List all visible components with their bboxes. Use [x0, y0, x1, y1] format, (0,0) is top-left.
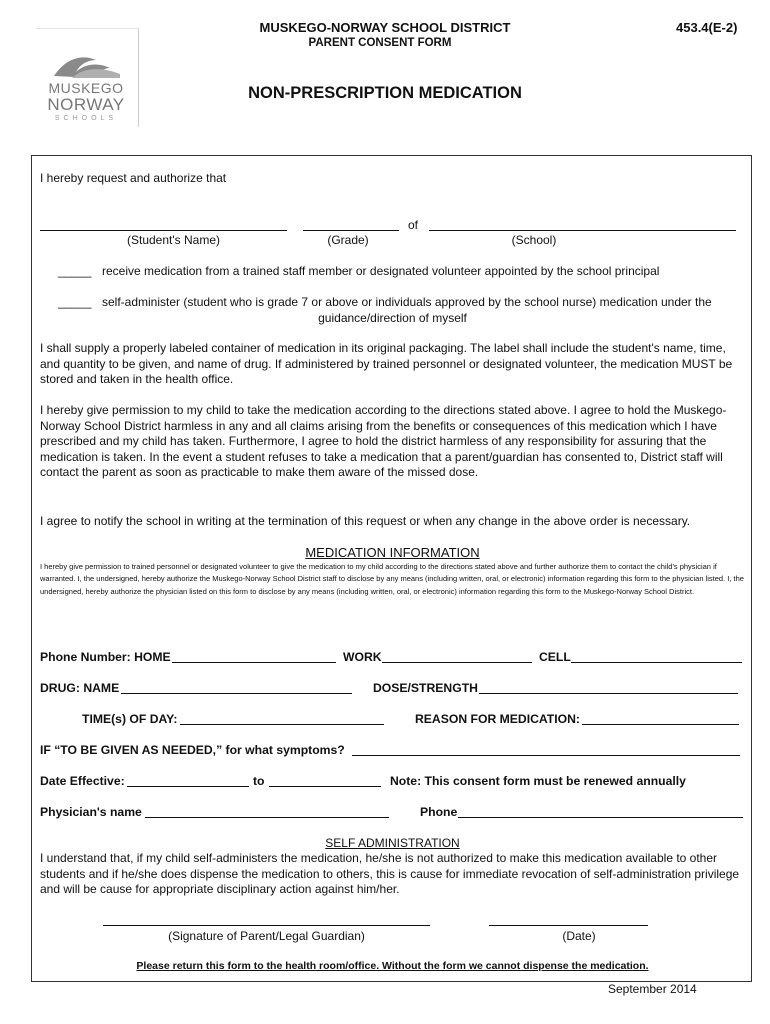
work-phone-field[interactable] — [382, 662, 532, 663]
work-phone-label: WORK — [343, 650, 382, 664]
times-field[interactable] — [180, 724, 384, 725]
notify-paragraph: I agree to notify the school in writing at the termination of this request or when any change in the above order is necessary. — [40, 514, 691, 528]
self-admin-text: I understand that, if my child self-administers the medication, he/she is not authorized to make this medication available to other students and if he/she does dispense the medication to others, this is cause for immediate revocation of self-administration privilege and will be cause for appropriate disciplinary action against him/her. — [40, 851, 740, 896]
parent-signature-field[interactable] — [103, 925, 430, 926]
request-intro: I hereby request and authorize that — [40, 171, 227, 185]
home-phone-label: Phone Number: HOME — [40, 650, 171, 664]
cell-phone-label: CELL — [539, 650, 571, 664]
physician-label: Physician's name — [40, 805, 142, 819]
school-caption: (School) — [511, 233, 557, 247]
revision-date: September 2014 — [608, 982, 697, 996]
self-admin-title: SELF ADMINISTRATION — [325, 836, 460, 850]
wave-logo-icon — [52, 52, 122, 80]
logo-text-schools: SCHOOLS — [54, 115, 118, 122]
drug-name-label: DRUG: NAME — [40, 681, 120, 695]
option2-text-cont: guidance/direction of myself — [318, 311, 467, 325]
date-from-field[interactable] — [127, 786, 249, 787]
logo-text-norway: NORWAY — [47, 95, 125, 114]
parent-signature-caption: (Signature of Parent/Legal Guardian) — [168, 929, 365, 943]
reason-field[interactable] — [582, 724, 739, 725]
reason-label: REASON FOR MEDICATION: — [415, 712, 580, 726]
dose-label: DOSE/STRENGTH — [373, 681, 478, 695]
grade-caption: (Grade) — [327, 233, 369, 247]
option2-text: self-administer (student who is grade 7 or above or individuals approved by the school nurse) medication under the — [102, 295, 712, 309]
physician-phone-field[interactable] — [458, 817, 743, 818]
option1-blank[interactable]: _____ — [58, 264, 92, 278]
symptoms-field[interactable] — [352, 755, 740, 756]
school-field[interactable] — [429, 230, 736, 231]
of-label: of — [408, 218, 419, 232]
date-effective-label: Date Effective: — [40, 774, 125, 788]
date-to-label: to — [253, 774, 265, 788]
form-subtitle: PARENT CONSENT FORM — [308, 37, 452, 49]
page-title: NON-PRESCRIPTION MEDICATION — [248, 84, 522, 102]
district-name: MUSKEGO-NORWAY SCHOOL DISTRICT — [259, 20, 511, 35]
form-code: 453.4(E-2) — [676, 20, 738, 35]
permission-paragraph: I hereby give permission to my child to take the medication according to the directions stated above. I agree to hold the Muskego-Norway School District harmless in any and all claims arising from the benefits or consequences of this medication which I have prescribed and my child has taken. Furthermore, I agree to hold the district harmless of any responsibility for assuring that the medication is taken. In the event a student refuses to take a medication that a parent/guardian has consented to, District staff will contact the parent as soon as practicable to make them aware of the missed dose. — [40, 403, 727, 479]
physician-field[interactable] — [145, 817, 389, 818]
as-needed-label: IF “TO BE GIVEN AS NEEDED,” for what symptoms? — [40, 743, 345, 757]
medication-fine-print: I hereby give permission to trained personnel or designated volunteer to give the medication to my child according to the directions stated above and further authorize them to contact the child's physician if warranted. I, the undersigned, hereby authorize the Muskego-Norway School District staff to disclose by any means (including written, oral, or electronic) information regarding this form to the physician listed. I, the undersigned, hereby authorize the physician listed on this form to disclose by any means (including written, oral, or electronic) information regarding this form to the Muskego-Norway School District. — [40, 562, 744, 596]
drug-name-field[interactable] — [121, 693, 352, 694]
supply-paragraph: I shall supply a properly labeled container of medication in its original packaging. The label shall include the student's name, time, and quantity to be given, and name of drug. If administered by trained personnel or designated volunteer, the medication MUST be stored and taken in the health office. — [40, 341, 733, 386]
signature-date-field[interactable] — [489, 925, 648, 926]
renewal-note: Note: This consent form must be renewed annually — [390, 774, 686, 788]
return-instructions: Please return this form to the health room/office. Without the form we cannot dispense the medication. — [136, 960, 649, 972]
dose-field[interactable] — [479, 693, 738, 694]
physician-phone-label: Phone — [420, 805, 458, 819]
student-name-caption: (Student's Name) — [127, 233, 220, 247]
student-name-field[interactable] — [40, 230, 287, 231]
medication-info-title: MEDICATION INFORMATION — [305, 545, 480, 560]
option1-text: receive medication from a trained staff member or designated volunteer appointed by the school principal — [102, 264, 660, 278]
signature-date-caption: (Date) — [562, 929, 596, 943]
grade-field[interactable] — [303, 230, 399, 231]
date-to-field[interactable] — [269, 786, 381, 787]
home-phone-field[interactable] — [172, 662, 336, 663]
option2-blank[interactable]: _____ — [58, 295, 92, 309]
times-label: TIME(s) OF DAY: — [82, 712, 178, 726]
cell-phone-field[interactable] — [571, 662, 742, 663]
logo-text-muskego: MUSKEGO — [48, 80, 124, 96]
